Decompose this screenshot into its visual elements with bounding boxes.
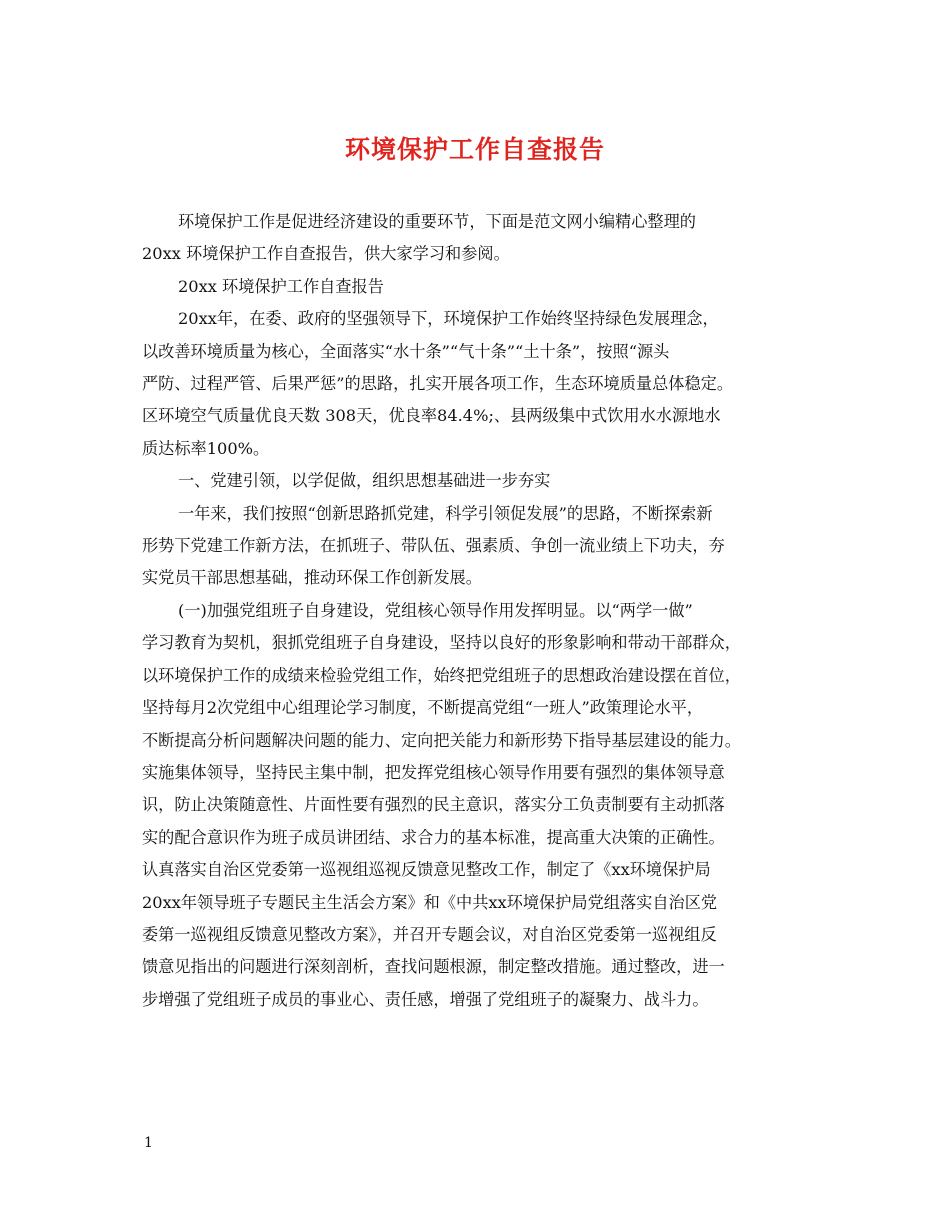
text-line: 20xx 环境保护工作自查报告，供大家学习和参阅。 xyxy=(142,244,510,264)
text-line: 20xx 环境保护工作自查报告 xyxy=(178,276,384,296)
page-number: 1 xyxy=(144,1135,153,1151)
document-body xyxy=(142,206,818,1016)
text-line: 认真落实自治区党委第一巡视组巡视反馈意见整改工作，制定了《xx环境保护局 xyxy=(142,860,711,880)
document-title: 环境保护工作自查报告 xyxy=(344,135,605,164)
text-line: 以环境保护工作的成绩来检验党组工作，始终把党组班子的思想政治建设摆在首位， xyxy=(142,665,741,685)
text-line: (一)加强党组班子自身建设，党组核心领导作用发挥明显。以“两学一做” xyxy=(178,600,693,620)
paragraph-subtitle xyxy=(142,271,818,303)
text-line: 形势下党建工作新方法，在抓班子、带队伍、强素质、争创一流业绩上下功夫，夯 xyxy=(142,536,725,556)
paragraph-party-building xyxy=(142,498,818,595)
paragraph-leadership xyxy=(142,595,818,1016)
text-line: 以改善环境质量为核心，全面落实“水十条”“气十条”“土十条”，按照“源头 xyxy=(142,341,670,361)
text-line: 实施集体领导，坚持民主集中制，把发挥党组核心领导作用要有强烈的集体领导意 xyxy=(142,762,725,782)
section-heading xyxy=(142,465,818,497)
paragraph-overview xyxy=(142,303,818,465)
text-line: 质达标率100%。 xyxy=(142,438,270,458)
text-line: 20xx年，在委、政府的坚强领导下，环境保护工作始终坚持绿色发展理念， xyxy=(178,309,719,329)
text-line: 坚持每月2次党组中心组理论学习制度，不断提高党组“一班人”政策理论水平， xyxy=(142,698,704,718)
text-line: 一、党建引领，以学促做，组织思想基础进一步夯实 xyxy=(178,471,551,491)
text-line: 实的配合意识作为班子成员讲团结、求合力的基本标准，提高重大决策的正确性。 xyxy=(142,827,725,847)
text-line: 识，防止决策随意性、片面性要有强烈的民主意识，落实分工负责制要有主动抓落 xyxy=(142,795,725,815)
text-line: 20xx年领导班子专题民主生活会方案》和《中共xx环境保护局党组落实自治区党 xyxy=(142,892,718,912)
paragraph-intro xyxy=(142,206,818,271)
text-line: 学习教育为契机，狠抓党组班子自身建设，坚持以良好的形象影响和带动干部群众， xyxy=(142,633,741,653)
text-line: 一年来，我们按照“创新思路抓党建，科学引领促发展”的思路，不断探索新 xyxy=(178,503,713,523)
text-line: 严防、过程严管、后果严惩”的思路，扎实开展各项工作，生态环境质量总体稳定。 xyxy=(142,374,734,394)
text-line: 环境保护工作是促进经济建设的重要环节，下面是范文网小编精心整理的 xyxy=(178,212,696,231)
text-line: 不断提高分析问题解决问题的能力、定向把关能力和新形势下指导基层建设的能力。 xyxy=(142,730,741,750)
text-line: 实党员干部思想基础，推动环保工作创新发展。 xyxy=(142,568,482,588)
text-line: 委第一巡视组反馈意见整改方案》，并召开专题会议，对自治区党委第一巡视组反 xyxy=(142,924,717,944)
text-line: 区环境空气质量优良天数 308天，优良率84.4%;、县两级集中式饮用水水源地水 xyxy=(142,406,721,426)
text-line: 步增强了党组班子成员的事业心、责任感，增强了党组班子的凝聚力、战斗力。 xyxy=(142,989,709,1009)
text-line: 馈意见指出的问题进行深刻剖析，查找问题根源，制定整改措施。通过整改，进一 xyxy=(142,957,725,977)
